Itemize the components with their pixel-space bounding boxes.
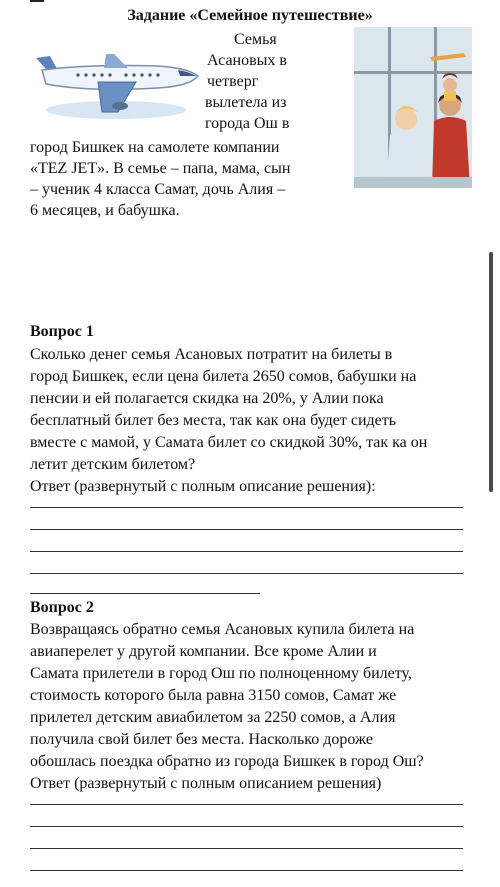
intro-line: Семья: [234, 31, 277, 48]
scrollbar[interactable]: [489, 252, 493, 492]
question-2-line: прилетел детским авиабилетом за 2250 сомов, а Алия: [30, 709, 396, 726]
answer-line: [30, 507, 463, 508]
top-dash: [30, 0, 44, 2]
question-1-answer-prompt: Ответ (развернутый с полным описание решения):: [30, 478, 376, 495]
family-at-airport-illustration: [354, 27, 472, 188]
intro-line: «TEZ JET». В семье – папа, мама, сын: [30, 160, 291, 177]
intro-line: четверг: [207, 73, 259, 90]
answer-line: [30, 529, 463, 530]
question-2-line: стоимость которого была равна 3150 сомов, Самат же: [30, 687, 397, 704]
answer-line: [30, 826, 463, 827]
question-2-line: получила свой билет без места. Насколько дороже: [30, 731, 373, 748]
question-1-line: вместе с мамой, у Самата билет со скидкой 30%, так ка он: [30, 434, 428, 451]
answer-line-short: [30, 593, 260, 594]
answer-line: [30, 573, 463, 574]
answer-line: [30, 551, 463, 552]
question-1-line: Сколько денег семья Асановых потратит на билеты в: [30, 346, 393, 363]
question-2-line: Самата прилетели в город Ош по полноценному билету,: [30, 665, 412, 682]
answer-line: [30, 848, 463, 849]
intro-line: 6 месяцев, и бабушка.: [30, 202, 180, 219]
task-title: Задание «Семейное путешествие»: [127, 7, 373, 24]
answer-line: [30, 870, 463, 871]
question-1-line: пенсии и ей полагается скидка на 20%, у Алии пока: [30, 390, 384, 407]
answer-line: [30, 804, 463, 805]
question-2-answer-prompt: Ответ (развернутый с полным описанием решения): [30, 775, 382, 792]
intro-line: город Бишкек на самолете компании: [30, 139, 280, 156]
question-1-line: бесплатный билет без места, так как она будет сидеть: [30, 412, 397, 429]
question-2-line: авиаперелет у другой компании. Все кроме Алии и: [30, 643, 377, 660]
question-2-heading: Вопрос 2: [30, 599, 94, 616]
question-1-heading: Вопрос 1: [30, 323, 94, 340]
airplane-illustration: [28, 30, 208, 122]
question-2-line: обошлась поездка обратно из города Бишкек в город Ош?: [30, 753, 424, 770]
intro-line: города Ош в: [205, 115, 290, 132]
question-2-line: Возвращаясь обратно семья Асановых купила билета на: [30, 621, 415, 638]
intro-line: – ученик 4 класса Самат, дочь Алия –: [30, 181, 286, 198]
question-1-line: летит детским билетом?: [30, 456, 196, 473]
intro-line: вылетела из: [205, 94, 287, 111]
question-1-line: город Бишкек, если цена билета 2650 сомов, бабушки на: [30, 368, 417, 385]
intro-line: Асановых в: [207, 52, 287, 69]
